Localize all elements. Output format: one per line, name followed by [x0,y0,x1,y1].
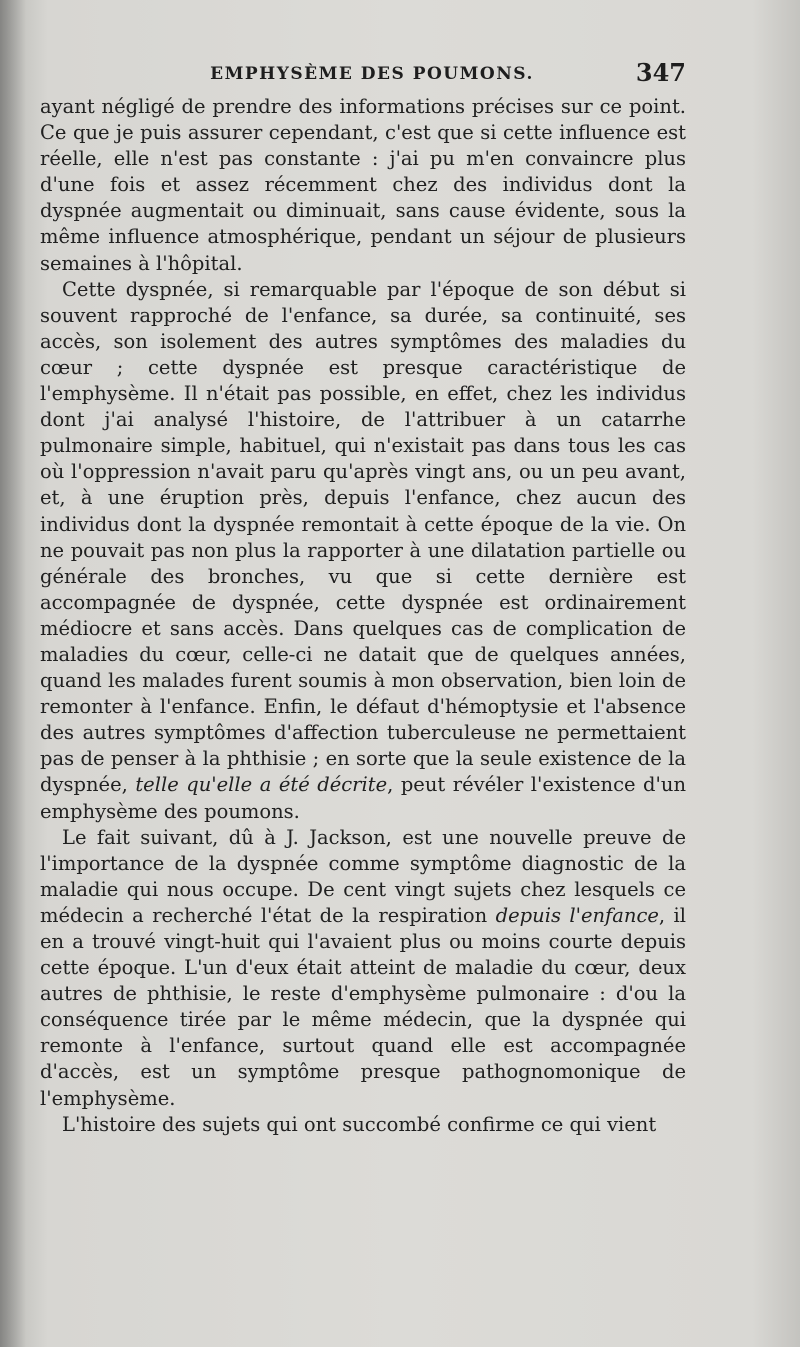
paragraph-3-italic: depuis l'enfance [495,903,659,927]
running-title: EMPHYSÈME DES POUMONS. [210,64,534,84]
page-header [58,58,686,88]
paragraph-4 [40,1112,686,1138]
paragraph-2-text-a: Cette dyspnée, si remarquable par l'époque de son début si souvent rapproché de l'enfance, sa durée, sa continuité, ses accès, son isolement des autres symptômes des maladies du cœur ; cette dyspnée est presque caractéristique de l'emphysème. Il n'était pas possible, en effet, chez les individus dont j'ai analysé l'histoire, de l'attribuer à un catarrhe pulmonaire simple, habituel, qui n'existait pas dans tous les cas où l'oppression n'avait paru qu'après vingt ans, ou un peu avant, et, à une éruption près, depuis l'enfance, chez aucun des individus dont la dyspnée remontait à cette époque de la vie. On ne pouvait pas non plus la rapporter à une dilatation partielle ou générale des bronches, vu que si cette dernière est accompagnée de dyspnée, cette dyspnée est ordinairement médiocre et sans accès. Dans quelques cas de complication de maladies du cœur, celle-ci ne datait que de quelques années, quand les malades furent soumis à mon observation, bien loin de remonter à l'enfance. Enfin, le défaut d'hémoptysie et l'absence des autres symptômes d'affection tuberculeuse ne permettaient pas de penser à la phthisie ; en sorte que la seule existence de la dyspnée, [40,277,686,797]
paragraph-3 [40,825,686,1112]
page-number: 347 [635,58,686,87]
paragraph-2-text-b: , peut révéler l'existence d'un emphysème des poumons. [40,773,687,823]
body-text [40,94,686,1138]
gutter-shadow [0,0,26,1347]
paragraph-1 [40,94,686,277]
paragraph-3-text-b: , il en a trouvé vingt-huit qui l'avaient plus ou moins courte depuis cette époque. L'un d'eux était atteint de maladie du cœur, deux autres de phthisie, le reste d'emphysème pulmonaire : d'ou la conséquence tirée par le même médecin, que la dyspnée qui remonte à l'enfance, surtout quand elle est accompagnée d'accès, est un symptôme presque pathognomonique de l'emphysème. [40,903,686,1110]
paragraph-1-text: ayant négligé de prendre des informations précises sur ce point. Ce que je puis assurer cependant, c'est que si cette influence est réelle, elle n'est pas constante : j'ai pu m'en convaincre plus d'une fois et assez récemment chez des individus dont la dyspnée augmentait ou diminuait, sans cause évidente, sous la même influence atmosphérique, pendant un séjour de plusieurs semaines à l'hôpital. [40,95,686,275]
paragraph-3-text-a: Le fait suivant, dû à J. Jackson, est une nouvelle preuve de l'importance de la dyspnée comme symptôme diagnostic de la maladie qui nous occupe. De cent vingt sujets chez lesquels ce médecin a recherché l'état de la respiration [40,825,686,927]
paragraph-2-italic: telle qu'elle a été décrite [135,773,388,797]
paragraph-4-text: L'histoire des sujets qui ont succombé confirme ce qui vient [62,1112,657,1136]
paragraph-2 [40,277,686,825]
